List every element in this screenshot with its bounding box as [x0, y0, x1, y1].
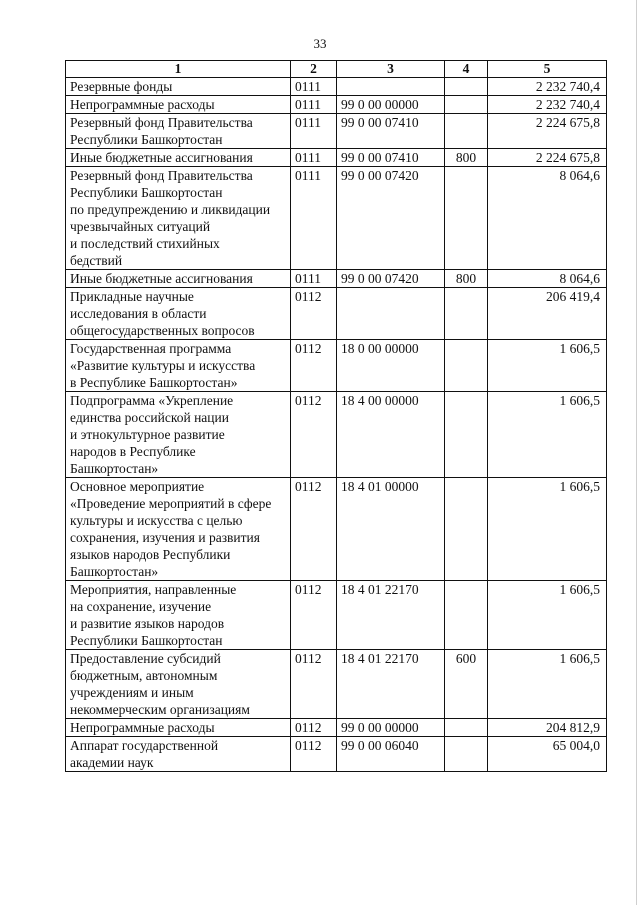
table-row — [66, 737, 607, 772]
row-section-cell: 0111 — [291, 96, 337, 114]
header-row — [66, 61, 607, 78]
row-article-cell — [337, 78, 445, 96]
row-section-cell: 0112 — [291, 392, 337, 478]
row-amount-cell: 2 224 675,8 — [488, 149, 607, 167]
table-row — [66, 478, 607, 581]
table-body — [66, 78, 607, 772]
page-number: 33 — [313, 36, 327, 51]
header-col-3: 3 — [337, 61, 445, 78]
row-expense-cell — [445, 288, 488, 340]
row-name-cell: Резервный фонд Правительства Республики Башкортостан по предупреждению и ликвидации чрезвычайных ситуаций и последствий стихийных бедствий — [66, 167, 291, 270]
row-article-cell: 18 4 01 22170 — [337, 650, 445, 719]
row-expense-cell: 800 — [445, 270, 488, 288]
row-expense-cell — [445, 167, 488, 270]
row-article-cell: 18 4 00 00000 — [337, 392, 445, 478]
row-amount-cell: 1 606,5 — [488, 581, 607, 650]
row-article-cell: 99 0 00 07420 — [337, 270, 445, 288]
row-section-cell: 0112 — [291, 719, 337, 737]
row-article-cell: 99 0 00 07410 — [337, 149, 445, 167]
table-header — [66, 61, 607, 78]
row-expense-cell — [445, 114, 488, 149]
row-expense-cell — [445, 581, 488, 650]
row-name-cell: Государственная программа «Развитие культуры и искусства в Республике Башкортостан» — [66, 340, 291, 392]
table-row — [66, 340, 607, 392]
row-name-cell: Иные бюджетные ассигнования — [66, 149, 291, 167]
row-expense-cell — [445, 719, 488, 737]
row-section-cell: 0112 — [291, 737, 337, 772]
row-name-cell: Прикладные научные исследования в области общегосударственных вопросов — [66, 288, 291, 340]
row-name-cell: Основное мероприятие «Проведение мероприятий в сфере культуры и искусства с целью сохранения, изучения и развития языков народов Республики Башкортостан» — [66, 478, 291, 581]
row-article-cell: 18 0 00 00000 — [337, 340, 445, 392]
row-expense-cell: 600 — [445, 650, 488, 719]
row-expense-cell — [445, 392, 488, 478]
scan-edge-line — [636, 0, 637, 905]
table-row — [66, 96, 607, 114]
table-row — [66, 149, 607, 167]
row-amount-cell: 65 004,0 — [488, 737, 607, 772]
row-expense-cell — [445, 478, 488, 581]
row-amount-cell: 2 224 675,8 — [488, 114, 607, 149]
row-section-cell: 0111 — [291, 149, 337, 167]
header-col-2: 2 — [291, 61, 337, 78]
row-name-cell: Иные бюджетные ассигнования — [66, 270, 291, 288]
table-row — [66, 581, 607, 650]
table-row — [66, 114, 607, 149]
row-name-cell: Подпрограмма «Укрепление единства российской нации и этнокультурное развитие народов в Республике Башкортостан» — [66, 392, 291, 478]
row-amount-cell: 2 232 740,4 — [488, 78, 607, 96]
row-name-cell: Аппарат государственной академии наук — [66, 737, 291, 772]
table-row — [66, 270, 607, 288]
header-col-1: 1 — [66, 61, 291, 78]
row-amount-cell: 1 606,5 — [488, 650, 607, 719]
row-name-cell: Резервные фонды — [66, 78, 291, 96]
table-row — [66, 392, 607, 478]
row-name-cell: Непрограммные расходы — [66, 719, 291, 737]
header-col-4: 4 — [445, 61, 488, 78]
row-amount-cell: 2 232 740,4 — [488, 96, 607, 114]
row-article-cell: 99 0 00 00000 — [337, 96, 445, 114]
row-article-cell: 99 0 00 06040 — [337, 737, 445, 772]
row-name-cell: Предоставление субсидий бюджетным, автономным учреждениям и иным некоммерческим организациям — [66, 650, 291, 719]
row-article-cell — [337, 288, 445, 340]
row-name-cell: Резервный фонд Правительства Республики Башкортостан — [66, 114, 291, 149]
row-expense-cell: 800 — [445, 149, 488, 167]
row-name-cell: Мероприятия, направленные на сохранение, изучение и развитие языков народов Республики Башкортостан — [66, 581, 291, 650]
row-amount-cell: 1 606,5 — [488, 478, 607, 581]
row-section-cell: 0112 — [291, 581, 337, 650]
table-row — [66, 288, 607, 340]
header-col-5: 5 — [488, 61, 607, 78]
row-name-cell: Непрограммные расходы — [66, 96, 291, 114]
row-article-cell: 99 0 00 07410 — [337, 114, 445, 149]
row-expense-cell — [445, 78, 488, 96]
row-section-cell: 0111 — [291, 78, 337, 96]
row-section-cell: 0112 — [291, 340, 337, 392]
row-section-cell: 0111 — [291, 167, 337, 270]
row-article-cell: 99 0 00 00000 — [337, 719, 445, 737]
row-expense-cell — [445, 96, 488, 114]
row-section-cell: 0112 — [291, 288, 337, 340]
row-article-cell: 18 4 01 22170 — [337, 581, 445, 650]
table-row — [66, 167, 607, 270]
table-row — [66, 650, 607, 719]
row-article-cell: 99 0 00 07420 — [337, 167, 445, 270]
row-amount-cell: 8 064,6 — [488, 270, 607, 288]
row-amount-cell: 1 606,5 — [488, 392, 607, 478]
row-amount-cell: 1 606,5 — [488, 340, 607, 392]
table-row — [66, 78, 607, 96]
row-amount-cell: 8 064,6 — [488, 167, 607, 270]
row-article-cell: 18 4 01 00000 — [337, 478, 445, 581]
row-expense-cell — [445, 340, 488, 392]
row-amount-cell: 204 812,9 — [488, 719, 607, 737]
budget-table — [65, 60, 607, 772]
row-section-cell: 0112 — [291, 650, 337, 719]
row-section-cell: 0111 — [291, 270, 337, 288]
row-amount-cell: 206 419,4 — [488, 288, 607, 340]
table-row — [66, 719, 607, 737]
row-section-cell: 0112 — [291, 478, 337, 581]
row-section-cell: 0111 — [291, 114, 337, 149]
row-expense-cell — [445, 737, 488, 772]
